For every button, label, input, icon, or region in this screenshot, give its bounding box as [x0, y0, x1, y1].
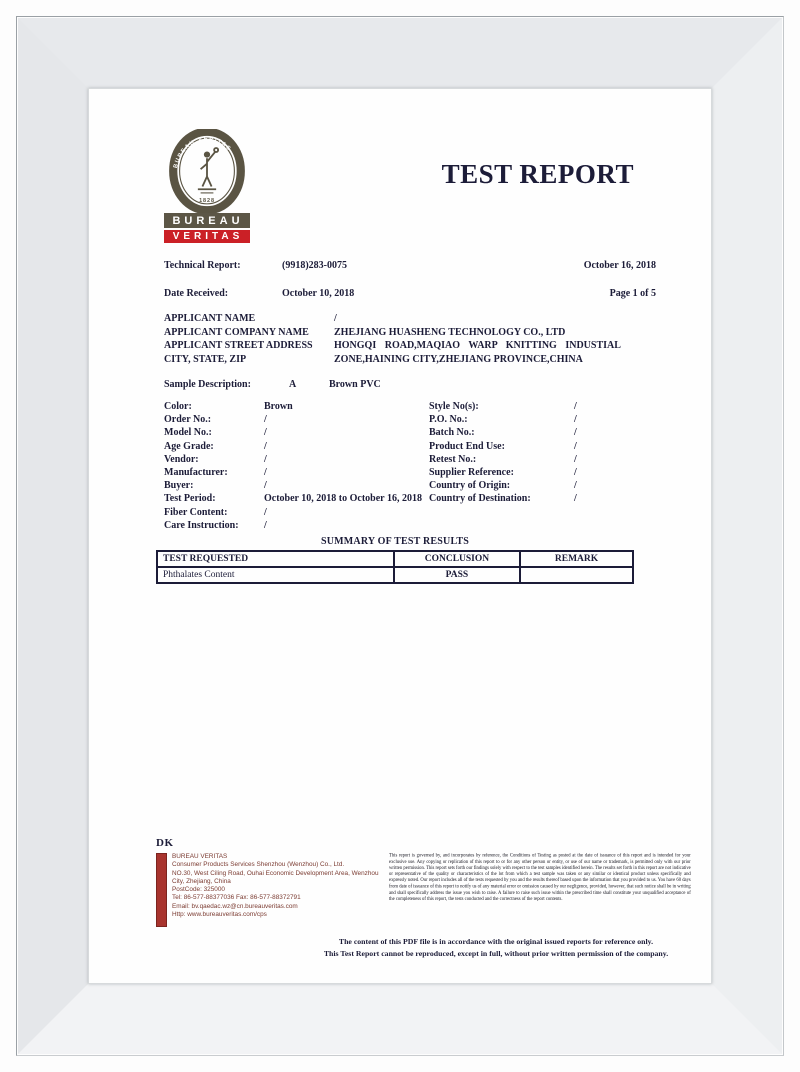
results-table: [156, 550, 634, 584]
field-value: /: [264, 453, 267, 465]
field-row: [164, 400, 429, 413]
summary-heading: SUMMARY OF TEST RESULTS: [320, 536, 470, 548]
field-row: [164, 492, 429, 505]
field-value: /: [574, 453, 577, 465]
address-red-bar: [156, 853, 167, 927]
field-value: /: [574, 440, 577, 452]
applicant-row-value: ZONE,HAINING CITY,ZHEJIANG PROVINCE,CHINA: [334, 353, 583, 365]
test-report-page: [88, 88, 712, 984]
field-label: Vendor:: [164, 453, 199, 465]
cell-remark: [520, 567, 633, 583]
field-value: /: [264, 440, 267, 452]
applicant-row-label: CITY, STATE, ZIP: [164, 353, 247, 365]
page-number: Page 1 of 5: [609, 288, 656, 299]
field-label: Buyer:: [164, 480, 194, 492]
applicant-row: [164, 326, 656, 340]
applicant-row-label: APPLICANT STREET ADDRESS: [164, 340, 313, 351]
footer-columns: [156, 853, 691, 929]
disclaimer-block: [389, 853, 691, 929]
date-received-row: [164, 287, 656, 300]
bureau-veritas-emblem-icon: [166, 129, 248, 213]
field-value: /: [264, 480, 267, 492]
field-value: /: [574, 493, 577, 505]
field-row: [429, 492, 656, 505]
lab-address-line: Http: www.bureauveritas.com/cps: [172, 911, 267, 919]
field-value: Brown: [264, 401, 293, 412]
lab-address-line: PostCode: 325000: [172, 886, 225, 894]
logo-banner-bureau: BUREAU: [164, 213, 250, 228]
fields-right-column: [429, 400, 656, 532]
technical-report-label: Technical Report:: [164, 260, 241, 271]
field-label: Manufacturer:: [164, 467, 228, 479]
field-value: /: [264, 427, 267, 439]
page-title: TEST REPORT: [441, 159, 634, 189]
lab-address-lines: [172, 853, 388, 929]
field-value: /: [574, 401, 577, 412]
field-label: Supplier Reference:: [429, 467, 514, 479]
field-value: /: [264, 467, 267, 479]
lab-address-line: Consumer Products Services Shenzhou (Wenzhou) Co., Ltd.: [172, 861, 345, 869]
date-received-value: October 10, 2018: [282, 288, 355, 299]
applicant-row: [164, 353, 656, 367]
results-data-row: [157, 567, 633, 583]
field-row: [429, 400, 656, 413]
field-value: /: [264, 506, 267, 518]
field-label: Color:: [164, 401, 192, 412]
lab-address-block: [156, 853, 388, 929]
sample-item-letter: A: [289, 379, 297, 390]
applicant-row-value: /: [334, 313, 337, 324]
issue-date: October 16, 2018: [583, 260, 656, 271]
footer-note-line2: This Test Report cannot be reproduced, except in full, without prior written permission of the company.: [323, 948, 669, 958]
field-row: [429, 479, 656, 492]
bureau-veritas-logo: [164, 129, 250, 243]
lab-address-line: BUREAU VERITAS: [172, 853, 228, 860]
field-value: /: [574, 480, 577, 492]
disclaimer-text: This report is governed by, and incorporates by reference, the Conditions of Testing as posted at the date of issuance of this report and is intended for your exclusive use. Any copying or replication of this report to or for any other person or entity, or use of our name or trademark, is permitted only with our prior written permission. This report sets forth our findings solely with respect to the test samples identified herein. The results set forth in this report are not indicative or representative of the quality or characteristics of the lot from which a test sample was taken or any similar or identical product unless specifically and expressly noted. Our report includes all of the tests requested by you and the results thereof based upon the information that you provided to us. You have 60 days from date of issuance of this report to notify us of any material error or omission caused by our negligence, provided, however, that such notice shall be in writing and shall specifically address the issue you wish to raise. A failure to raise such issue within the prescribed time shall constitute your unqualified acceptance of the completeness of this report, the tests conducted and the correctness of the report contents.: [389, 853, 691, 902]
field-value: /: [574, 467, 577, 479]
field-row: [429, 453, 656, 466]
field-label: Style No(s):: [429, 401, 479, 412]
svg-text:1828: 1828: [199, 198, 215, 205]
applicant-block: [164, 312, 656, 366]
field-label: Test Period:: [164, 493, 216, 505]
field-row: [429, 426, 656, 439]
lab-address-line: NO.30, West Ciling Road, Ouhai Economic Development Area, Wenzhou City, Zhejiang, China: [172, 869, 379, 885]
summary-section: [156, 536, 634, 584]
applicant-row-value: ZHEJIANG HUASHENG TECHNOLOGY CO., LTD: [334, 326, 566, 338]
field-row: [164, 413, 429, 426]
field-label: Fiber Content:: [164, 506, 228, 518]
technical-report-number: (9918)283-0075: [282, 260, 347, 271]
logo-banner-veritas: VERITAS: [164, 230, 250, 243]
cell-test-requested: Phthalates Content: [157, 567, 394, 583]
field-row: [429, 466, 656, 479]
footer-note-line1: The content of this PDF file is in accordance with the original issued reports for reference only.: [338, 937, 654, 946]
field-value: /: [264, 519, 267, 531]
field-label: Model No.:: [164, 427, 212, 439]
report-footer: [156, 837, 691, 959]
header-remark: REMARK: [520, 551, 633, 567]
field-row: [164, 479, 429, 492]
report-header: [164, 129, 656, 243]
sample-fields: [164, 400, 656, 532]
lab-address-line: Email: bv.qaedac.wz@cn.bureauveritas.com: [172, 902, 298, 910]
date-received-label: Date Received:: [164, 288, 229, 299]
svg-text:BUREAU VERITAS: BUREAU VERITAS: [172, 136, 233, 169]
field-value: /: [574, 427, 577, 439]
field-row: [429, 413, 656, 426]
applicant-row-label: APPLICANT NAME: [164, 313, 256, 324]
field-label: Country of Origin:: [429, 480, 511, 492]
sample-description-label: Sample Description:: [164, 379, 251, 390]
applicant-row-value: HONGQI ROAD,MAQIAO WARP KNITTING INDUSTIAL: [334, 340, 621, 351]
footer-notes: [301, 936, 691, 959]
footer-initials: DK: [156, 837, 174, 849]
field-row: [164, 506, 429, 519]
field-value: October 10, 2018 to October 16, 2018: [264, 493, 422, 505]
field-row: [164, 426, 429, 439]
header-test-requested: TEST REQUESTED: [157, 551, 394, 567]
header-conclusion: CONCLUSION: [394, 551, 520, 567]
field-row: [164, 519, 429, 532]
cell-conclusion: PASS: [394, 567, 520, 583]
applicant-row: [164, 339, 656, 353]
emblem-figure: [198, 148, 218, 193]
technical-report-row: [164, 259, 656, 272]
results-header-row: [157, 551, 633, 567]
field-label: Country of Destination:: [429, 493, 531, 505]
field-label: Product End Use:: [429, 440, 505, 452]
fields-left-column: [164, 400, 429, 532]
field-row: [429, 440, 656, 453]
field-row: [164, 466, 429, 479]
field-label: Retest No.:: [429, 453, 477, 465]
field-label: Order No.:: [164, 414, 212, 426]
field-label: Batch No.:: [429, 427, 475, 439]
applicant-row-label: APPLICANT COMPANY NAME: [164, 326, 309, 338]
sample-description-value: Brown PVC: [329, 379, 381, 390]
applicant-row: [164, 312, 656, 326]
field-value: /: [574, 414, 577, 426]
sample-description-row: [164, 378, 656, 391]
field-row: [164, 440, 429, 453]
field-label: Care Instruction:: [164, 519, 239, 531]
field-row: [164, 453, 429, 466]
lab-address-line: Tel: 86-577-88377036 Fax: 86-577-88372791: [172, 894, 301, 902]
field-label: P.O. No.:: [429, 414, 468, 426]
field-label: Age Grade:: [164, 440, 214, 452]
field-value: /: [264, 414, 267, 426]
